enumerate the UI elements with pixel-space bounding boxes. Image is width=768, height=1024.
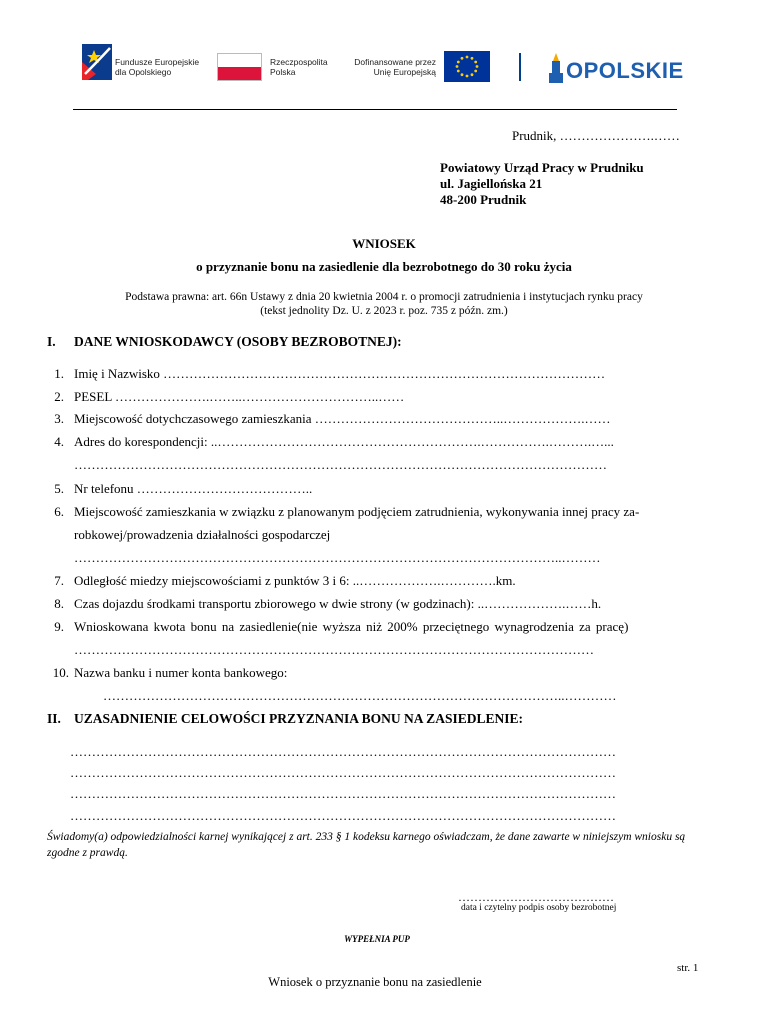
polish-flag xyxy=(217,53,262,81)
opolskie-tower-icon xyxy=(549,53,563,88)
justification-line[interactable]: ……………………………………………………………………………………………………………… xyxy=(70,765,616,780)
recipient-line2: ul. Jagiellońska 21 xyxy=(440,176,543,191)
page-footer: Wniosek o przyznanie bonu na zasiedlenie xyxy=(268,975,482,989)
declaration-text: Świadomy(a) odpowiedzialności karnej wynikającej z art. 233 § 1 kodeksu karnego oświadczam, że dane zawarte w niniejszym wniosku są zgodne z prawdą. xyxy=(47,831,686,859)
item-number: 6. xyxy=(54,504,64,519)
legal-basis xyxy=(0,290,768,318)
item-number: 4. xyxy=(54,434,64,449)
place-date-field[interactable]: Prudnik, ………………….…… xyxy=(512,128,680,143)
justification-line[interactable]: ……………………………………………………………………………………………………………… xyxy=(70,786,616,801)
item-number: 3. xyxy=(54,411,64,426)
item-number: 2. xyxy=(54,389,64,404)
fe-logo-line1: Fundusze Europejskie xyxy=(115,57,200,67)
recipient-address xyxy=(440,160,644,208)
recipient-line3: 48-200 Prudnik xyxy=(440,192,527,207)
bank-account-label: Nazwa banku i numer konta bankowego: xyxy=(74,665,288,680)
phone-field[interactable]: Nr telefonu ………………………………….. xyxy=(74,481,313,496)
signature-label: data i czytelny podpis osoby bezrobotnej xyxy=(461,903,617,913)
fe-logo-line2: dla Opolskiego xyxy=(115,67,172,77)
office-use-heading: WYPEŁNIA PUP xyxy=(344,934,410,944)
rp-logo-line2: Polska xyxy=(270,67,296,77)
rp-logo-line1: Rzeczpospolita xyxy=(270,57,328,67)
ue-logo-line1: Dofinansowane przez xyxy=(354,57,436,67)
header-divider xyxy=(73,109,677,110)
new-residence-label: Miejscowość zamieszkania w związku z planowanym podjęciem zatrudnienia, wykonywania innej pracy za- xyxy=(74,504,640,519)
document-subtitle: o przyznanie bonu na zasiedlenie dla bezrobotnego do 30 roku życia xyxy=(196,259,572,274)
item-number: 1. xyxy=(54,366,64,381)
section2-number: II. xyxy=(47,711,61,726)
fe-logo-text xyxy=(115,57,199,77)
item-number: 7. xyxy=(54,573,64,588)
item-number: 10. xyxy=(52,665,69,680)
justification-line[interactable]: ……………………………………………………………………………………………………………… xyxy=(70,808,616,823)
pesel-field[interactable]: PESEL ………………….……..…………………………..…… xyxy=(74,389,405,404)
section1-title: DANE WNIOSKODAWCY (OSOBY BEZROBOTNEJ): xyxy=(74,334,402,349)
section1-number: I. xyxy=(47,334,56,349)
fe-logo-mark xyxy=(82,44,112,80)
item-number: 8. xyxy=(54,596,64,611)
correspondence-address-continuation[interactable]: …………………………………………………………………………………………………………… xyxy=(74,457,607,472)
requested-amount-label: Wnioskowana kwota bonu na zasiedlenie(nie wyższa niż 200% przeciętnego wynagrodzenia za pracę) xyxy=(74,619,629,634)
document-title: WNIOSEK xyxy=(352,236,416,251)
new-residence-field[interactable]: …………………………………………………………………………………………………..……… xyxy=(74,550,601,565)
section2-title: UZASADNIENIE CELOWOŚCI PRZYZNANIA BONU NA ZASIEDLENIE: xyxy=(74,711,523,726)
correspondence-address-field[interactable]: Adres do korespondencji: ..…………………………………………………….…………….……….…... xyxy=(74,434,614,449)
new-residence-label-cont: robkowej/prowadzenia działalności gospodarczej xyxy=(74,527,331,542)
commute-time-field[interactable]: Czas dojazdu środkami transportu zbiorowego w dwie strony (w godzinach): ..……………….……h. xyxy=(74,596,602,611)
logo-divider xyxy=(519,53,521,81)
page-number: str. 1 xyxy=(677,962,699,974)
legal-basis-line1: Podstawa prawna: art. 66n Ustawy z dnia 20 kwietnia 2004 r. o promocji zatrudnienia i instytucjach rynku pracy xyxy=(125,291,643,303)
justification-line[interactable]: ……………………………………………………………………………………………………………… xyxy=(70,744,616,759)
requested-amount-field[interactable]: ………………………………………………………………………………………………………… xyxy=(74,642,594,657)
eu-flag xyxy=(444,51,490,82)
opolskie-logo-text: OPOLSKIE xyxy=(566,58,684,83)
distance-field[interactable]: Odległość miedzy miejscowościami z punktów 3 i 6: ..……………….………….km. xyxy=(74,573,516,588)
item-number: 5. xyxy=(54,481,64,496)
previous-residence-field[interactable]: Miejscowość dotychczasowego zamieszkania ……………………………………..……………….…… xyxy=(74,411,611,426)
rp-logo-text xyxy=(270,57,328,77)
ue-logo-line2: Unię Europejską xyxy=(373,67,436,77)
signature-field[interactable]: ………………………………… xyxy=(458,890,614,904)
item-number: 9. xyxy=(54,619,64,634)
ue-logo-text xyxy=(350,57,436,77)
bank-account-field[interactable]: ……………………………………………………………………………………………..………… xyxy=(103,688,617,703)
legal-basis-line2: (tekst jednolity Dz. U. z 2023 r. poz. 735 z późn. zm.) xyxy=(260,305,508,317)
full-name-field[interactable]: Imię i Nazwisko ………………………………………………………………………………………… xyxy=(74,366,606,381)
recipient-line1: Powiatowy Urząd Pracy w Prudniku xyxy=(440,160,644,175)
